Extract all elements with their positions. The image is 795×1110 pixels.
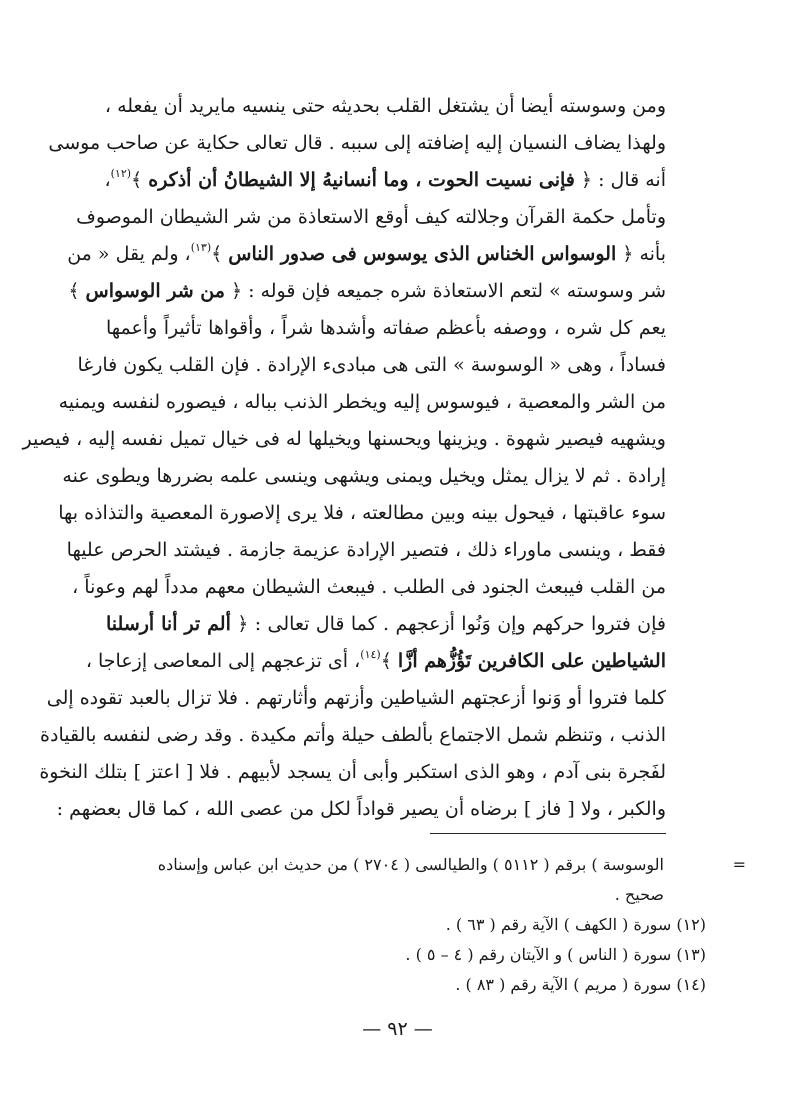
quran-quote: الشياطين على الكافرين تَؤُزُّهم أزَّا xyxy=(397,650,666,672)
text-line xyxy=(72,569,666,606)
footnote-ref: (١٣) xyxy=(190,241,212,254)
text-line xyxy=(106,88,666,125)
text-run: والكبر ، ولا [ فاز ] برضاه أن يصير قواداً لكل من عصى الله ، كما قال بعضهم : xyxy=(56,798,666,820)
text-line xyxy=(66,532,666,569)
text-line xyxy=(58,495,666,532)
footnote-continuation-text: الوسوسة ) برقم ( ٥١١٢ ) والطيالسى ( ٢٧٠٤ ) من حديث ابن عباس وإسناده xyxy=(157,855,664,874)
text-run: يعم كل شره ، ووصفه بأعظم صفاته وأشدها شراً ، وأقواها تأثيراً وأعمها xyxy=(106,317,666,339)
text-run: ، ولم يقل « من xyxy=(67,243,191,265)
text-run: أنه قال : ﴿ xyxy=(574,169,666,191)
footnotes xyxy=(106,850,746,1000)
footnote-continuation xyxy=(106,850,746,880)
quran-quote: من شر الوسواس xyxy=(85,280,225,302)
text-line xyxy=(22,421,666,458)
text-run: ويشهيه فيصير شهوة . ويزينها ويحسنها ويخيلها له فى خيال تميل نفسه إليه ، فيصير xyxy=(22,428,666,450)
text-line xyxy=(106,606,666,643)
continuation-marker: = xyxy=(732,855,746,874)
text-line xyxy=(85,643,666,680)
text-line xyxy=(68,273,666,310)
footnote-13: (١٣) سورة ( الناس ) و الآيتان رقم ( ٤ – ٥ ) . xyxy=(405,945,706,964)
text-line xyxy=(58,384,666,421)
text-run: وتأمل حكمة القرآن وجلالته كيف أوقع الاستعاذة من شر الشيطان الموصوف xyxy=(76,206,666,228)
text-run: من الشر والمعصية ، فيوسوس إليه ويخطر الذنب بباله ، فيصوره لنفسه ويمنيه xyxy=(58,391,666,413)
quran-quote: الوسواس الخناس الذى يوسوس فى صدور الناس xyxy=(228,243,617,265)
footnote-12: (١٢) سورة ( الكهف ) الآية رقم ( ٦٣ ) . xyxy=(445,915,706,934)
text-run: إرادة . ثم لا يزال يمثل ويخيل ويمنى ويشهى وينسى علمه بضررها ويطوى عنه xyxy=(62,465,666,487)
text-run: ، أى تزعجهم إلى المعاصى إزعاجا ، xyxy=(85,650,361,672)
text-line xyxy=(76,199,666,236)
text-run: ، xyxy=(104,169,111,191)
text-run: لفَجرة بنى آدم ، وهو الذى استكبر وأبى أن يسجد لأبيهم . فلا [ اعتز ] بتلك النخوة xyxy=(39,761,666,783)
text-run: من القلب فيبعث الجنود فى الطلب . فيبعث الشيطان معهم مدداً لهم وعوناً ، xyxy=(72,576,666,598)
text-line xyxy=(46,680,666,717)
text-run: سوء عاقبتها ، فيحول بينه وبين مطالعته ، فلا يرى إلاصورة المعصية والتذاذه بها xyxy=(58,502,666,524)
main-text-block xyxy=(22,88,667,828)
text-run: ﴾ xyxy=(380,650,398,672)
footnote-14: (١٤) سورة ( مريم ) الآية رقم ( ٨٣ ) . xyxy=(455,975,706,994)
text-run: ولهذا يضاف النسيان إليه إضافته إلى سببه . قال تعالى حكاية عن صاحب موسى xyxy=(48,132,666,154)
text-run: فساداً ، وهى « الوسوسة » التى هى مبادىء الإرادة . فإن القلب يكون فارغا xyxy=(77,354,666,376)
footnote-ref: (١٤) xyxy=(360,648,381,661)
text-line xyxy=(106,310,666,347)
footnote-separator xyxy=(430,833,666,834)
quran-quote: فإنى نسيت الحوت ، وما أنسانيهُ إلا الشيطانُ أن أذكره xyxy=(148,169,575,191)
text-line xyxy=(48,125,666,162)
text-run: بأنه ﴿ xyxy=(616,243,666,265)
footnote-ref: (١٢) xyxy=(110,167,132,180)
text-run: فإن فتروا حركهم وإن وَنُوا أزعجهم . كما قال تعالى : ﴿ xyxy=(230,613,667,635)
text-line xyxy=(62,458,666,495)
footnote-continuation-end: صحيح . xyxy=(614,885,664,904)
text-line xyxy=(106,162,666,199)
text-run: كلما فتروا أو وَنوا أزعجتهم الشياطين وأزتهم وأثارتهم . فلا تزال بالعبد تقوده إلى xyxy=(46,687,666,709)
text-run: الذنب ، وتنظم شمل الاجتماع بألطف حيلة وأتم مكيدة . وقد رضى لنفسه بالقيادة xyxy=(40,724,666,746)
text-run: ﴾ xyxy=(211,243,229,265)
text-line xyxy=(77,347,666,384)
quran-quote: ألم تر أنا أرسلنا xyxy=(106,613,231,635)
text-run: فقط ، وينسى ماوراء ذلك ، فتصير الإرادة عزيمة جازمة . فيشتد الحرص عليها xyxy=(66,539,666,561)
text-run: شر وسوسته » لتعم الاستعاذة شره جميعه فإن قوله : ﴿ xyxy=(224,280,666,302)
text-line xyxy=(39,754,666,791)
text-run: ومن وسوسته أيضا أن يشتغل القلب بحديثه حتى ينسيه مايريد أن يفعله ، xyxy=(104,95,666,117)
text-run: ﴾ xyxy=(131,169,149,191)
text-run: ﴾ xyxy=(68,280,86,302)
page-number: — ٩٢ — xyxy=(362,1018,433,1040)
text-line xyxy=(56,791,666,828)
text-line xyxy=(67,236,666,273)
text-line xyxy=(40,717,666,754)
